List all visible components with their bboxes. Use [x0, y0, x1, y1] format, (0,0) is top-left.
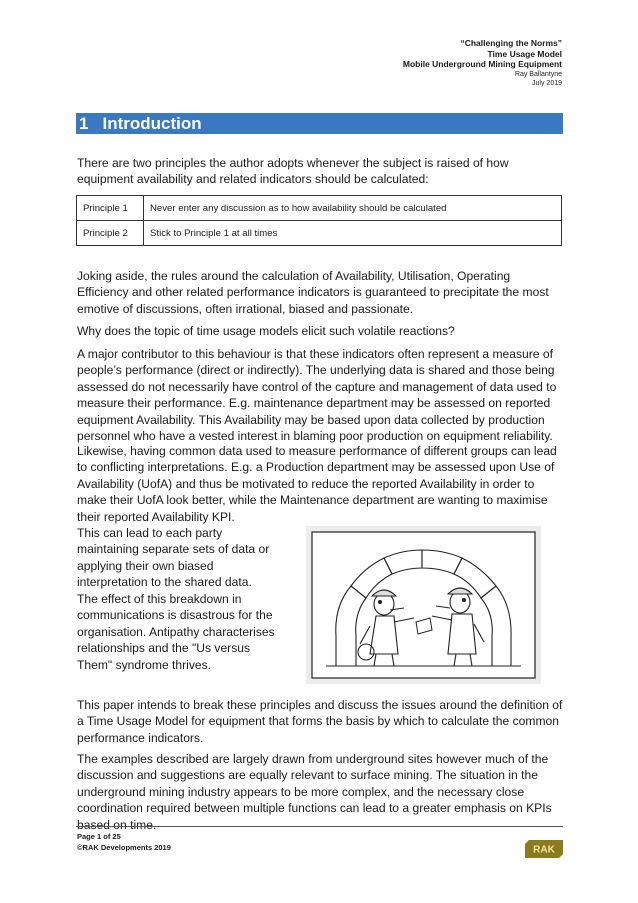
- copyright-notice: ©RAK Developments 2019: [77, 843, 171, 852]
- paragraph-joking: Joking aside, the rules around the calculation of Availability, Utilisation, Operating Efficiency and other related performance indicators is guaranteed to precipitate the most emotive of discussions, often irrational, biased and passionate.: [77, 269, 549, 316]
- footer: [77, 831, 171, 853]
- principle-label: Principle 1: [77, 196, 144, 221]
- paragraph-major: A major contributor to this behaviour is that these indicators often represent a measure of people’s performance (direct or indirectly). The underlying data is shared and those being assessed do not necessarily have control of the capture and management of data used to measure their performance. E.g. maintenance department may be assessed on reported equipment Availability. This Availability may be based upon data collected by production personnel who have a vested interest in blaming poor production on equipment reliability.: [77, 347, 557, 444]
- paragraph-lead: This can lead to each party maintaining separate sets of data or applying their own biased interpretation to the shared data.: [77, 526, 270, 590]
- table-row: [77, 221, 562, 246]
- principle-text: Stick to Principle 1 at all times: [144, 221, 562, 246]
- paragraph-examples: The examples described are largely drawn from underground sites however much of the discussion and suggestions are equally relevant to surface mining. The situation in the underground mining industry appears to be more complex, and the necessary close coordination required between multiple functions can lead to a greater emphasis on KPIs based on time.: [77, 752, 552, 832]
- section-title: Introduction: [102, 114, 202, 133]
- header-series-title: “Challenging the Norms”: [460, 38, 562, 48]
- rak-logo-mark: [525, 840, 563, 858]
- header-date: July 2019: [532, 79, 562, 87]
- intro-paragraph: There are two principles the author adopts whenever the subject is raised of how equipment availability and related indicators should be calculated:: [77, 156, 509, 187]
- header-doc-title: Time Usage Model: [487, 48, 562, 59]
- section-number: 1: [79, 114, 89, 133]
- cartoon-miners-image: [306, 526, 541, 684]
- page-number: Page 1 of 25: [77, 832, 121, 841]
- paragraph-effect: The effect of this breakdown in communications is disastrous for the organisation. Antipathy characterises relationships and the "Us versus Them" syndrome thrives.: [77, 592, 275, 672]
- running-header: [403, 38, 562, 88]
- principle-text: Never enter any discussion as to how availability should be calculated: [144, 196, 562, 221]
- paragraph-likewise: Likewise, having common data used to measure performance of different groups can lead to conflicting interpretations. E.g. a Production department may be assessed upon Use of Availability (UofA) and thus be motivated to reduce the reported Availability in order to make their UofA look better, while the Maintenance department are wanting to maximise their reported Availability KPI.: [77, 444, 557, 524]
- svg-text:RAK: RAK: [533, 844, 555, 856]
- table-row: [77, 196, 562, 221]
- principle-label: Principle 2: [77, 221, 144, 246]
- header-doc-subtitle: Mobile Underground Mining Equipment: [402, 59, 562, 69]
- section-heading: [76, 113, 563, 134]
- cartoon-illustration: [306, 526, 541, 684]
- header-author: Ray Ballantyne: [514, 70, 562, 78]
- footer-divider: [76, 826, 563, 827]
- paragraph-why: Why does the topic of time usage models elicit such volatile reactions?: [77, 324, 455, 338]
- principles-table: [76, 195, 562, 246]
- rak-logo: [525, 840, 563, 858]
- paragraph-intends: This paper intends to break these principles and discuss the issues around the definition of a Time Usage Model for equipment that forms the basis by which to calculate the common performance indicators.: [77, 698, 563, 745]
